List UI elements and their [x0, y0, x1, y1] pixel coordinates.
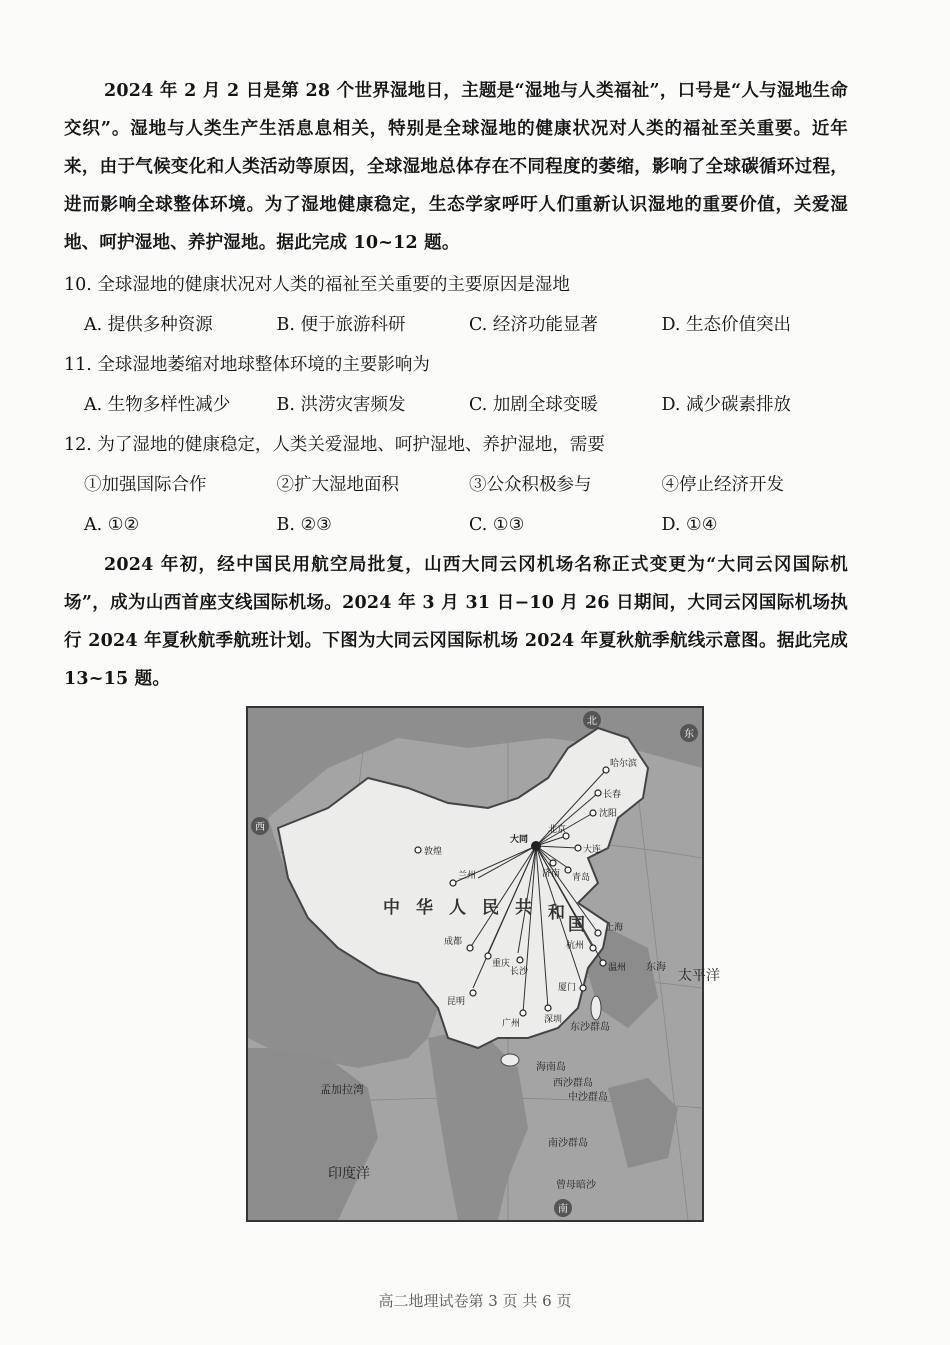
city-label: 青岛 [572, 873, 591, 883]
svg-text:中沙群岛: 中沙群岛 [568, 1092, 608, 1103]
city-label: 济南 [542, 869, 561, 879]
svg-text:孟加拉湾: 孟加拉湾 [320, 1083, 364, 1096]
city-label: 昆明 [447, 997, 466, 1007]
option-d[interactable]: D. 生态价值突出 [661, 315, 792, 335]
question-12-items [84, 466, 854, 504]
svg-text:海南岛: 海南岛 [536, 1062, 566, 1073]
city-label: 长沙 [510, 967, 529, 977]
option-c[interactable]: C. 经济功能显著 [469, 315, 598, 335]
svg-text:曾母暗沙: 曾母暗沙 [556, 1180, 596, 1191]
option-c[interactable]: C. 加剧全球变暖 [469, 395, 598, 415]
statement-4: ④停止经济开发 [661, 475, 784, 495]
option-a[interactable]: A. ①② [84, 515, 140, 535]
option-d[interactable]: D. 减少碳素排放 [661, 395, 792, 415]
city-label: 广州 [502, 1019, 521, 1029]
option-c[interactable]: C. ①③ [469, 515, 525, 535]
option-a[interactable]: A. 生物多样性减少 [84, 395, 231, 415]
passage-wetland [64, 72, 848, 262]
city-label: 沈阳 [599, 809, 618, 819]
route-map-svg [248, 708, 720, 1220]
svg-text:人: 人 [449, 898, 466, 918]
option-b[interactable]: B. 便于旅游科研 [276, 315, 406, 335]
svg-text:印度洋: 印度洋 [328, 1166, 370, 1182]
option-b[interactable]: B. 洪涝灾害频发 [276, 395, 406, 415]
route-map [246, 706, 720, 1222]
city-label: 重庆 [492, 959, 511, 969]
hub-label: 大同 [510, 835, 529, 845]
svg-text:西沙群岛: 西沙群岛 [553, 1078, 593, 1089]
city-label: 北京 [548, 825, 567, 835]
svg-text:国: 国 [568, 915, 585, 935]
svg-text:东: 东 [684, 729, 694, 740]
hainan-island [501, 1054, 519, 1066]
statement-3: ③公众积极参与 [469, 475, 592, 495]
city-label: 哈尔滨 [610, 759, 638, 769]
svg-text:东沙群岛: 东沙群岛 [570, 1022, 610, 1033]
svg-text:中: 中 [383, 898, 400, 918]
option-b[interactable]: B. ②③ [276, 515, 332, 535]
svg-text:共: 共 [515, 898, 532, 918]
svg-text:民: 民 [482, 898, 499, 918]
city-label: 敦煌 [424, 847, 443, 857]
page-footer: 高二地理试卷第 3 页 共 6 页 [378, 1292, 572, 1310]
city-label: 长春 [603, 790, 622, 800]
city-label: 温州 [608, 963, 627, 973]
city-label: 大连 [583, 845, 602, 855]
city-label: 杭州 [566, 941, 585, 951]
city-label: 厦门 [558, 983, 577, 993]
question-10-stem: 10. 全球湿地的健康状况对人类的福祉至关重要的主要原因是湿地 [64, 275, 570, 295]
svg-text:东海: 东海 [646, 962, 666, 973]
passage-airport [64, 546, 848, 698]
question-11-stem: 11. 全球湿地萎缩对地球整体环境的主要影响为 [64, 355, 430, 375]
statement-2: ②扩大湿地面积 [276, 475, 399, 495]
svg-text:南: 南 [558, 1204, 568, 1215]
hub-marker [531, 841, 541, 851]
taiwan-island [591, 996, 601, 1020]
city-label: 上海 [605, 923, 624, 933]
question-12-options [84, 506, 854, 544]
question-10-options [84, 306, 854, 344]
option-d[interactable]: D. ①④ [661, 515, 718, 535]
city-label: 深圳 [544, 1015, 563, 1025]
svg-text:西: 西 [255, 822, 265, 833]
passage-airport-text: 2024 年初，经中国民用航空局批复，山西大同云冈机场名称正式变更为“大同云冈国际机场”，成为山西首座支线国际机场。2024 年 3 月 31 日−10 月 26 日期间，大同云冈国际机场执行 2024 年夏秋航季航班计划。下图为大同云冈国际机场 2024 年夏秋航季航线示意图。据此完成 13~15 题。 [64, 555, 848, 689]
question-12-stem: 12. 为了湿地的健康稳定，人类关爱湿地、呵护湿地、养护湿地，需要 [64, 435, 605, 455]
passage-wetland-text: 2024 年 2 月 2 日是第 28 个世界湿地日，主题是“湿地与人类福祉”，口号是“人与湿地生命交织”。湿地与人类生产生活息息相关，特别是全球湿地的健康状况对人类的福祉至关重要。近年来，由于气候变化和人类活动等原因，全球湿地总体存在不同程度的萎缩，影响了全球碳循环过程，进而影响全球整体环境。为了湿地健康稳定，生态学家呼吁人们重新认识湿地的重要价值，关爱湿地、呵护湿地、养护湿地。据此完成 10~12 题。 [64, 81, 848, 253]
svg-text:太平洋: 太平洋 [678, 968, 720, 984]
option-a[interactable]: A. 提供多种资源 [84, 315, 213, 335]
svg-text:北: 北 [587, 716, 597, 727]
svg-text:和: 和 [548, 903, 565, 923]
statement-1: ①加强国际合作 [84, 475, 207, 495]
city-label: 兰州 [458, 871, 477, 881]
svg-text:华: 华 [416, 898, 433, 918]
city-label: 成都 [444, 937, 463, 947]
svg-text:南沙群岛: 南沙群岛 [548, 1138, 588, 1149]
question-11-options [84, 386, 854, 424]
